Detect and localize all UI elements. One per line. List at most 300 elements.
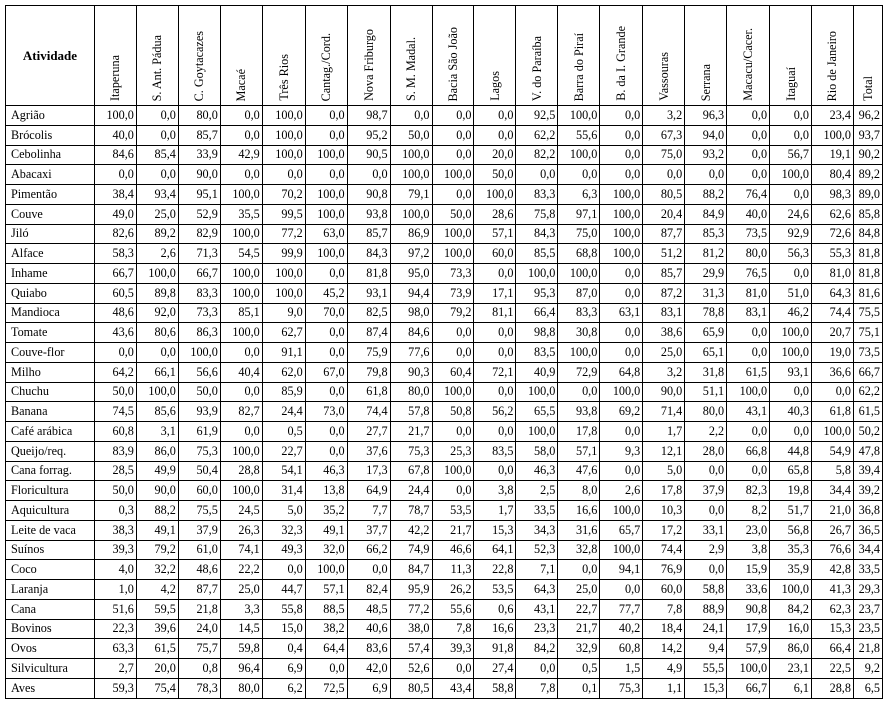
table-cell: 26,7 xyxy=(811,520,853,540)
column-header-label: Lagos xyxy=(487,71,502,101)
table-cell: 88,5 xyxy=(305,599,347,619)
table-cell: 83,9 xyxy=(94,441,136,461)
table-cell: 65,8 xyxy=(770,461,812,481)
table-cell: 62,7 xyxy=(262,323,305,343)
table-row xyxy=(6,481,883,501)
table-cell: 28,8 xyxy=(811,678,853,698)
table-cell: 71,4 xyxy=(643,402,685,422)
table-cell: 14,2 xyxy=(643,639,685,659)
table-cell: 84,6 xyxy=(94,145,136,165)
table-cell: 28,0 xyxy=(685,441,727,461)
table-cell: 15,9 xyxy=(727,560,770,580)
table-cell: 31,4 xyxy=(262,481,305,501)
table-cell: 9,0 xyxy=(262,303,305,323)
table-cell: 8,0 xyxy=(558,481,600,501)
table-cell: 43,4 xyxy=(432,678,474,698)
table-cell: 73,9 xyxy=(432,283,474,303)
table-cell: 50,0 xyxy=(474,165,516,185)
table-cell: 7,8 xyxy=(643,599,685,619)
table-row xyxy=(6,540,883,560)
table-cell: 31,8 xyxy=(685,362,727,382)
table-cell: 1,5 xyxy=(600,659,643,679)
table-cell: 55,5 xyxy=(685,659,727,679)
table-cell: 100,0 xyxy=(220,323,262,343)
table-cell: 85,6 xyxy=(136,402,178,422)
table-cell: 0,0 xyxy=(727,165,770,185)
table-cell: 83,5 xyxy=(516,343,558,363)
table-cell: 0,0 xyxy=(305,659,347,679)
table-cell: 22,5 xyxy=(811,659,853,679)
table-cell: 93,1 xyxy=(347,283,390,303)
table-cell: 0,0 xyxy=(727,343,770,363)
table-cell: 49,3 xyxy=(262,540,305,560)
table-cell: 15,0 xyxy=(262,619,305,639)
table-cell: 86,0 xyxy=(136,441,178,461)
activity-name: Tomate xyxy=(6,323,95,343)
table-cell: 0,0 xyxy=(600,106,643,126)
table-cell: 56,8 xyxy=(770,520,812,540)
table-cell: 88,2 xyxy=(685,185,727,205)
table-cell: 72,6 xyxy=(811,224,853,244)
table-cell: 55,6 xyxy=(558,125,600,145)
table-cell: 100,0 xyxy=(558,145,600,165)
table-cell: 0,0 xyxy=(600,343,643,363)
table-cell: 50,0 xyxy=(432,204,474,224)
table-cell: 0,0 xyxy=(770,422,812,442)
table-cell: 67,0 xyxy=(305,362,347,382)
table-cell: 95,9 xyxy=(390,580,432,600)
activity-name: Inhame xyxy=(6,264,95,284)
table-cell: 2,9 xyxy=(685,540,727,560)
table-cell: 19,0 xyxy=(811,343,853,363)
table-cell: 34,4 xyxy=(811,481,853,501)
table-cell: 35,5 xyxy=(220,204,262,224)
table-cell: 90,5 xyxy=(347,145,390,165)
table-cell: 26,3 xyxy=(220,520,262,540)
table-cell: 100,0 xyxy=(432,244,474,264)
table-cell: 0,0 xyxy=(727,323,770,343)
table-cell: 36,5 xyxy=(853,520,882,540)
table-cell: 100,0 xyxy=(558,343,600,363)
table-cell: 49,1 xyxy=(305,520,347,540)
table-cell: 38,3 xyxy=(94,520,136,540)
table-cell: 98,3 xyxy=(811,185,853,205)
table-cell: 64,2 xyxy=(94,362,136,382)
table-cell: 3,8 xyxy=(727,540,770,560)
table-row xyxy=(6,323,883,343)
table-cell: 24,4 xyxy=(390,481,432,501)
table-cell: 32,3 xyxy=(262,520,305,540)
table-cell: 0,0 xyxy=(305,264,347,284)
table-row xyxy=(6,599,883,619)
table-cell: 43,1 xyxy=(727,402,770,422)
table-cell: 37,9 xyxy=(178,520,220,540)
table-cell: 95,0 xyxy=(390,264,432,284)
table-cell: 40,4 xyxy=(220,362,262,382)
table-cell: 0,0 xyxy=(727,145,770,165)
table-cell: 26,2 xyxy=(432,580,474,600)
table-cell: 51,0 xyxy=(770,283,812,303)
column-header-label: Bacia São João xyxy=(445,26,460,101)
table-cell: 94,1 xyxy=(600,560,643,580)
table-cell: 0,0 xyxy=(474,461,516,481)
table-cell: 94,4 xyxy=(390,283,432,303)
table-cell: 80,0 xyxy=(390,382,432,402)
table-cell: 67,3 xyxy=(643,125,685,145)
table-cell: 14,5 xyxy=(220,619,262,639)
table-cell: 49,9 xyxy=(136,461,178,481)
table-cell: 40,6 xyxy=(347,619,390,639)
table-row xyxy=(6,106,883,126)
table-cell: 64,1 xyxy=(474,540,516,560)
table-cell: 29,3 xyxy=(853,580,882,600)
table-row xyxy=(6,244,883,264)
table-cell: 80,5 xyxy=(390,678,432,698)
table-cell: 22,7 xyxy=(262,441,305,461)
table-cell: 60,0 xyxy=(178,481,220,501)
table-cell: 76,5 xyxy=(727,264,770,284)
table-cell: 0,0 xyxy=(305,165,347,185)
table-cell: 78,8 xyxy=(685,303,727,323)
table-cell: 0,0 xyxy=(770,185,812,205)
table-cell: 0,0 xyxy=(390,106,432,126)
table-cell: 25,3 xyxy=(432,441,474,461)
table-cell: 29,9 xyxy=(685,264,727,284)
table-cell: 39,6 xyxy=(136,619,178,639)
table-cell: 75,5 xyxy=(178,501,220,521)
column-header-region xyxy=(390,6,432,106)
table-cell: 36,8 xyxy=(853,501,882,521)
activity-name: Quiabo xyxy=(6,283,95,303)
table-cell: 0,0 xyxy=(727,422,770,442)
table-cell: 20,4 xyxy=(643,204,685,224)
table-cell: 81,0 xyxy=(727,283,770,303)
table-cell: 66,4 xyxy=(516,303,558,323)
table-cell: 43,6 xyxy=(94,323,136,343)
table-cell: 40,9 xyxy=(516,362,558,382)
table-cell: 60,5 xyxy=(94,283,136,303)
column-header-region xyxy=(516,6,558,106)
table-cell: 61,8 xyxy=(347,382,390,402)
table-cell: 84,8 xyxy=(853,224,882,244)
table-cell: 93,7 xyxy=(853,125,882,145)
table-cell: 32,9 xyxy=(558,639,600,659)
table-cell: 6,3 xyxy=(558,185,600,205)
table-cell: 56,7 xyxy=(770,145,812,165)
table-cell: 76,6 xyxy=(811,540,853,560)
table-cell: 1,0 xyxy=(94,580,136,600)
column-header-label: C. Goytacazes xyxy=(192,30,207,101)
activity-name: Queijo/req. xyxy=(6,441,95,461)
table-cell: 65,1 xyxy=(685,343,727,363)
table-cell: 52,6 xyxy=(390,659,432,679)
table-cell: 0,0 xyxy=(600,461,643,481)
table-cell: 50,0 xyxy=(94,382,136,402)
table-cell: 42,9 xyxy=(220,145,262,165)
table-cell: 60,8 xyxy=(94,422,136,442)
activity-name: Agrião xyxy=(6,106,95,126)
table-cell: 83,6 xyxy=(347,639,390,659)
table-cell: 60,0 xyxy=(474,244,516,264)
table-cell: 63,0 xyxy=(305,224,347,244)
table-cell: 24,0 xyxy=(178,619,220,639)
table-cell: 6,2 xyxy=(262,678,305,698)
table-cell: 35,3 xyxy=(770,540,812,560)
table-cell: 80,4 xyxy=(811,165,853,185)
table-cell: 0,0 xyxy=(558,165,600,185)
column-header-region xyxy=(727,6,770,106)
table-cell: 92,0 xyxy=(136,303,178,323)
column-header-label: Total xyxy=(860,76,875,101)
table-cell: 95,2 xyxy=(347,125,390,145)
table-row xyxy=(6,560,883,580)
column-header-label: Rio de Janeiro xyxy=(825,30,840,101)
table-cell: 66,8 xyxy=(727,441,770,461)
table-cell: 0,0 xyxy=(262,165,305,185)
table-cell: 55,3 xyxy=(811,244,853,264)
table-cell: 50,2 xyxy=(853,422,882,442)
table-cell: 100,0 xyxy=(600,540,643,560)
table-cell: 76,9 xyxy=(643,560,685,580)
table-cell: 54,1 xyxy=(262,461,305,481)
table-cell: 0,0 xyxy=(600,323,643,343)
table-cell: 100,0 xyxy=(600,244,643,264)
table-cell: 0,0 xyxy=(305,422,347,442)
table-row xyxy=(6,382,883,402)
table-cell: 87,2 xyxy=(643,283,685,303)
table-cell: 100,0 xyxy=(262,283,305,303)
table-cell: 0,0 xyxy=(600,264,643,284)
column-header-label: B. da I. Grande xyxy=(614,26,629,101)
table-cell: 74,4 xyxy=(347,402,390,422)
table-cell: 0,0 xyxy=(600,580,643,600)
table-cell: 100,0 xyxy=(220,185,262,205)
table-cell: 100,0 xyxy=(432,461,474,481)
table-cell: 86,3 xyxy=(178,323,220,343)
table-cell: 28,6 xyxy=(474,204,516,224)
table-cell: 92,9 xyxy=(770,224,812,244)
column-header-label: Vassouras xyxy=(656,52,671,101)
table-cell: 0,0 xyxy=(474,382,516,402)
table-cell: 39,3 xyxy=(432,639,474,659)
table-cell: 39,2 xyxy=(853,481,882,501)
table-cell: 27,4 xyxy=(474,659,516,679)
table-cell: 0,0 xyxy=(262,560,305,580)
table-cell: 1,7 xyxy=(643,422,685,442)
table-cell: 85,4 xyxy=(136,145,178,165)
table-cell: 66,2 xyxy=(347,540,390,560)
table-cell: 51,2 xyxy=(643,244,685,264)
activity-name: Laranja xyxy=(6,580,95,600)
column-header-region xyxy=(643,6,685,106)
table-cell: 40,2 xyxy=(600,619,643,639)
table-cell: 0,0 xyxy=(432,185,474,205)
table-cell: 100,0 xyxy=(432,165,474,185)
table-cell: 79,2 xyxy=(432,303,474,323)
table-cell: 85,5 xyxy=(516,244,558,264)
table-row xyxy=(6,441,883,461)
table-cell: 61,9 xyxy=(178,422,220,442)
table-cell: 75,3 xyxy=(600,678,643,698)
column-header-label: S. M. Madal. xyxy=(404,37,419,101)
table-cell: 50,0 xyxy=(94,481,136,501)
table-cell: 21,7 xyxy=(558,619,600,639)
column-header-region xyxy=(432,6,474,106)
table-cell: 37,9 xyxy=(685,481,727,501)
table-cell: 44,8 xyxy=(770,441,812,461)
table-cell: 23,0 xyxy=(727,520,770,540)
table-cell: 50,4 xyxy=(178,461,220,481)
table-cell: 77,7 xyxy=(600,599,643,619)
table-cell: 84,3 xyxy=(516,224,558,244)
activity-name: Suínos xyxy=(6,540,95,560)
table-cell: 82,2 xyxy=(516,145,558,165)
table-cell: 66,7 xyxy=(727,678,770,698)
table-cell: 97,2 xyxy=(390,244,432,264)
table-cell: 3,8 xyxy=(474,481,516,501)
table-cell: 0,0 xyxy=(432,343,474,363)
table-cell: 0,0 xyxy=(770,382,812,402)
table-cell: 23,5 xyxy=(853,619,882,639)
table-cell: 0,0 xyxy=(136,165,178,185)
table-cell: 74,4 xyxy=(811,303,853,323)
table-cell: 100,0 xyxy=(727,382,770,402)
table-cell: 51,1 xyxy=(685,382,727,402)
table-cell: 62,0 xyxy=(262,362,305,382)
table-cell: 0,0 xyxy=(305,382,347,402)
table-cell: 5,0 xyxy=(262,501,305,521)
table-cell: 0,0 xyxy=(685,461,727,481)
activity-name: Jiló xyxy=(6,224,95,244)
activity-name: Cana xyxy=(6,599,95,619)
column-header-region xyxy=(770,6,812,106)
table-cell: 0,0 xyxy=(432,106,474,126)
table-cell: 100,0 xyxy=(811,422,853,442)
table-cell: 84,9 xyxy=(685,204,727,224)
table-cell: 83,3 xyxy=(516,185,558,205)
table-cell: 34,4 xyxy=(853,540,882,560)
table-cell: 100,0 xyxy=(811,125,853,145)
table-cell: 76,4 xyxy=(727,185,770,205)
table-cell: 66,7 xyxy=(178,264,220,284)
column-header-region xyxy=(558,6,600,106)
table-row xyxy=(6,165,883,185)
table-cell: 8,2 xyxy=(727,501,770,521)
table-cell: 0,0 xyxy=(305,323,347,343)
table-cell: 41,3 xyxy=(811,580,853,600)
table-cell: 53,5 xyxy=(474,580,516,600)
table-cell: 100,0 xyxy=(136,264,178,284)
table-cell: 0,0 xyxy=(305,343,347,363)
table-cell: 0,0 xyxy=(600,125,643,145)
table-cell: 50,0 xyxy=(390,125,432,145)
table-cell: 75,4 xyxy=(136,678,178,698)
table-cell: 15,3 xyxy=(685,678,727,698)
table-cell: 46,3 xyxy=(516,461,558,481)
table-row xyxy=(6,402,883,422)
table-cell: 0,0 xyxy=(220,382,262,402)
table-cell: 0,0 xyxy=(305,125,347,145)
table-row xyxy=(6,520,883,540)
table-cell: 93,9 xyxy=(178,402,220,422)
table-cell: 21,7 xyxy=(390,422,432,442)
table-cell: 9,2 xyxy=(853,659,882,679)
table-cell: 48,6 xyxy=(178,560,220,580)
table-cell: 9,3 xyxy=(600,441,643,461)
table-cell: 48,6 xyxy=(94,303,136,323)
table-cell: 0,0 xyxy=(136,106,178,126)
table-cell: 75,3 xyxy=(178,441,220,461)
table-cell: 0,0 xyxy=(432,125,474,145)
activity-name: Aquicultura xyxy=(6,501,95,521)
table-cell: 81,8 xyxy=(347,264,390,284)
table-cell: 21,8 xyxy=(178,599,220,619)
table-cell: 85,7 xyxy=(643,264,685,284)
table-cell: 0,0 xyxy=(220,165,262,185)
table-cell: 10,3 xyxy=(643,501,685,521)
table-cell: 100,0 xyxy=(558,264,600,284)
table-cell: 0,0 xyxy=(770,264,812,284)
column-header-label: Nova Friburgo xyxy=(361,29,376,101)
table-cell: 81,8 xyxy=(853,264,882,284)
table-cell: 70,2 xyxy=(262,185,305,205)
table-cell: 32,2 xyxy=(136,560,178,580)
table-cell: 42,0 xyxy=(347,659,390,679)
table-cell: 0,0 xyxy=(558,560,600,580)
table-cell: 50,0 xyxy=(178,382,220,402)
table-cell: 20,0 xyxy=(136,659,178,679)
table-cell: 96,4 xyxy=(220,659,262,679)
table-cell: 72,9 xyxy=(558,362,600,382)
table-cell: 0,0 xyxy=(770,125,812,145)
table-cell: 57,1 xyxy=(474,224,516,244)
table-cell: 46,2 xyxy=(770,303,812,323)
column-header-label: Três Rios xyxy=(276,54,291,101)
table-cell: 75,5 xyxy=(853,303,882,323)
table-cell: 77,2 xyxy=(390,599,432,619)
table-cell: 64,8 xyxy=(600,362,643,382)
table-cell: 4,2 xyxy=(136,580,178,600)
table-cell: 33,6 xyxy=(727,580,770,600)
table-row xyxy=(6,224,883,244)
column-header-label: Itaguaí xyxy=(783,67,798,101)
table-cell: 30,8 xyxy=(558,323,600,343)
table-cell: 37,7 xyxy=(347,520,390,540)
table-row xyxy=(6,283,883,303)
column-header-region xyxy=(136,6,178,106)
table-cell: 98,8 xyxy=(516,323,558,343)
table-cell: 100,0 xyxy=(432,382,474,402)
activity-name: Cebolinha xyxy=(6,145,95,165)
table-cell: 87,7 xyxy=(643,224,685,244)
table-cell: 84,2 xyxy=(516,639,558,659)
table-row xyxy=(6,639,883,659)
table-cell: 22,3 xyxy=(94,619,136,639)
table-cell: 3,1 xyxy=(136,422,178,442)
table-cell: 73,0 xyxy=(305,402,347,422)
table-cell: 0,4 xyxy=(262,639,305,659)
table-row xyxy=(6,343,883,363)
table-cell: 57,8 xyxy=(390,402,432,422)
table-cell: 37,6 xyxy=(347,441,390,461)
table-cell: 0,0 xyxy=(474,343,516,363)
table-cell: 54,9 xyxy=(811,441,853,461)
table-cell: 17,8 xyxy=(643,481,685,501)
table-cell: 75,1 xyxy=(853,323,882,343)
table-cell: 100,0 xyxy=(516,382,558,402)
table-cell: 100,0 xyxy=(220,283,262,303)
table-cell: 28,5 xyxy=(94,461,136,481)
